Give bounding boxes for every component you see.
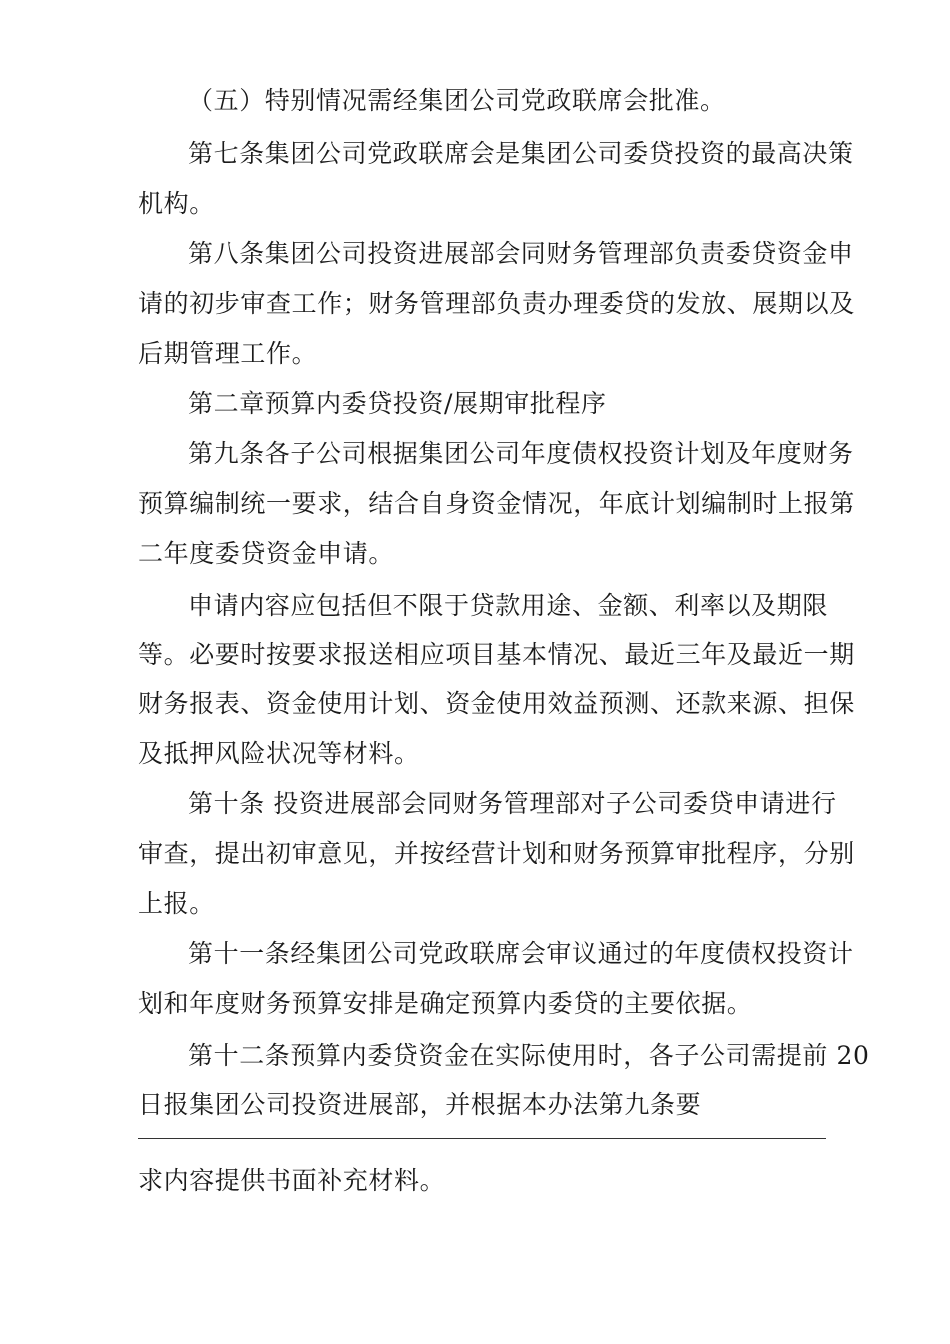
paragraph-line: 划和年度财务预算安排是确定预算内委贷的主要依据。 xyxy=(138,989,753,1018)
paragraph-line: 上报。 xyxy=(138,889,215,918)
paragraph-line: 审查，提出初审意见，并按经营计划和财务预算审批程序，分别 xyxy=(138,839,855,868)
paragraph-line: 日报集团公司投资进展部，并根据本办法第九条要 xyxy=(138,1090,702,1119)
paragraph-line: 预算编制统一要求，结合自身资金情况，年底计划编制时上报第 xyxy=(138,489,855,518)
paragraph-line: 第十条 投资进展部会同财务管理部对子公司委贷申请进行 xyxy=(188,789,837,818)
paragraph-line: 第九条各子公司根据集团公司年度债权投资计划及年度财务 xyxy=(188,439,854,468)
paragraph-line: 财务报表、资金使用计划、资金使用效益预测、还款来源、担保 xyxy=(138,689,855,718)
paragraph-line: 第八条集团公司投资进展部会同财务管理部负责委贷资金申 xyxy=(188,239,854,268)
chapter-heading: 第二章预算内委贷投资/展期审批程序 xyxy=(188,389,607,418)
paragraph-line: 机构。 xyxy=(138,189,215,218)
paragraph-line: 求内容提供书面补充材料。 xyxy=(138,1166,446,1195)
paragraph-line: （五）特别情况需经集团公司党政联席会批准。 xyxy=(188,86,726,115)
paragraph-line: 申请内容应包括但不限于贷款用途、金额、利率以及期限 xyxy=(188,591,829,620)
paragraph-line: 第七条集团公司党政联席会是集团公司委贷投资的最高决策 xyxy=(188,139,854,168)
paragraph-line: 等。必要时按要求报送相应项目基本情况、最近三年及最近一期 xyxy=(138,640,855,669)
paragraph-line: 及抵押风险状况等材料。 xyxy=(138,739,420,768)
paragraph-line: 第十一条经集团公司党政联席会审议通过的年度债权投资计 xyxy=(188,939,854,968)
paragraph-line: 后期管理工作。 xyxy=(138,339,318,368)
paragraph-line: 第十二条预算内委贷资金在实际使用时，各子公司需提前 20 xyxy=(188,1041,870,1070)
paragraph-line: 请的初步审查工作；财务管理部负责办理委贷的发放、展期以及 xyxy=(138,289,855,318)
page-separator xyxy=(138,1138,826,1139)
paragraph-line: 二年度委贷资金申请。 xyxy=(138,539,395,568)
